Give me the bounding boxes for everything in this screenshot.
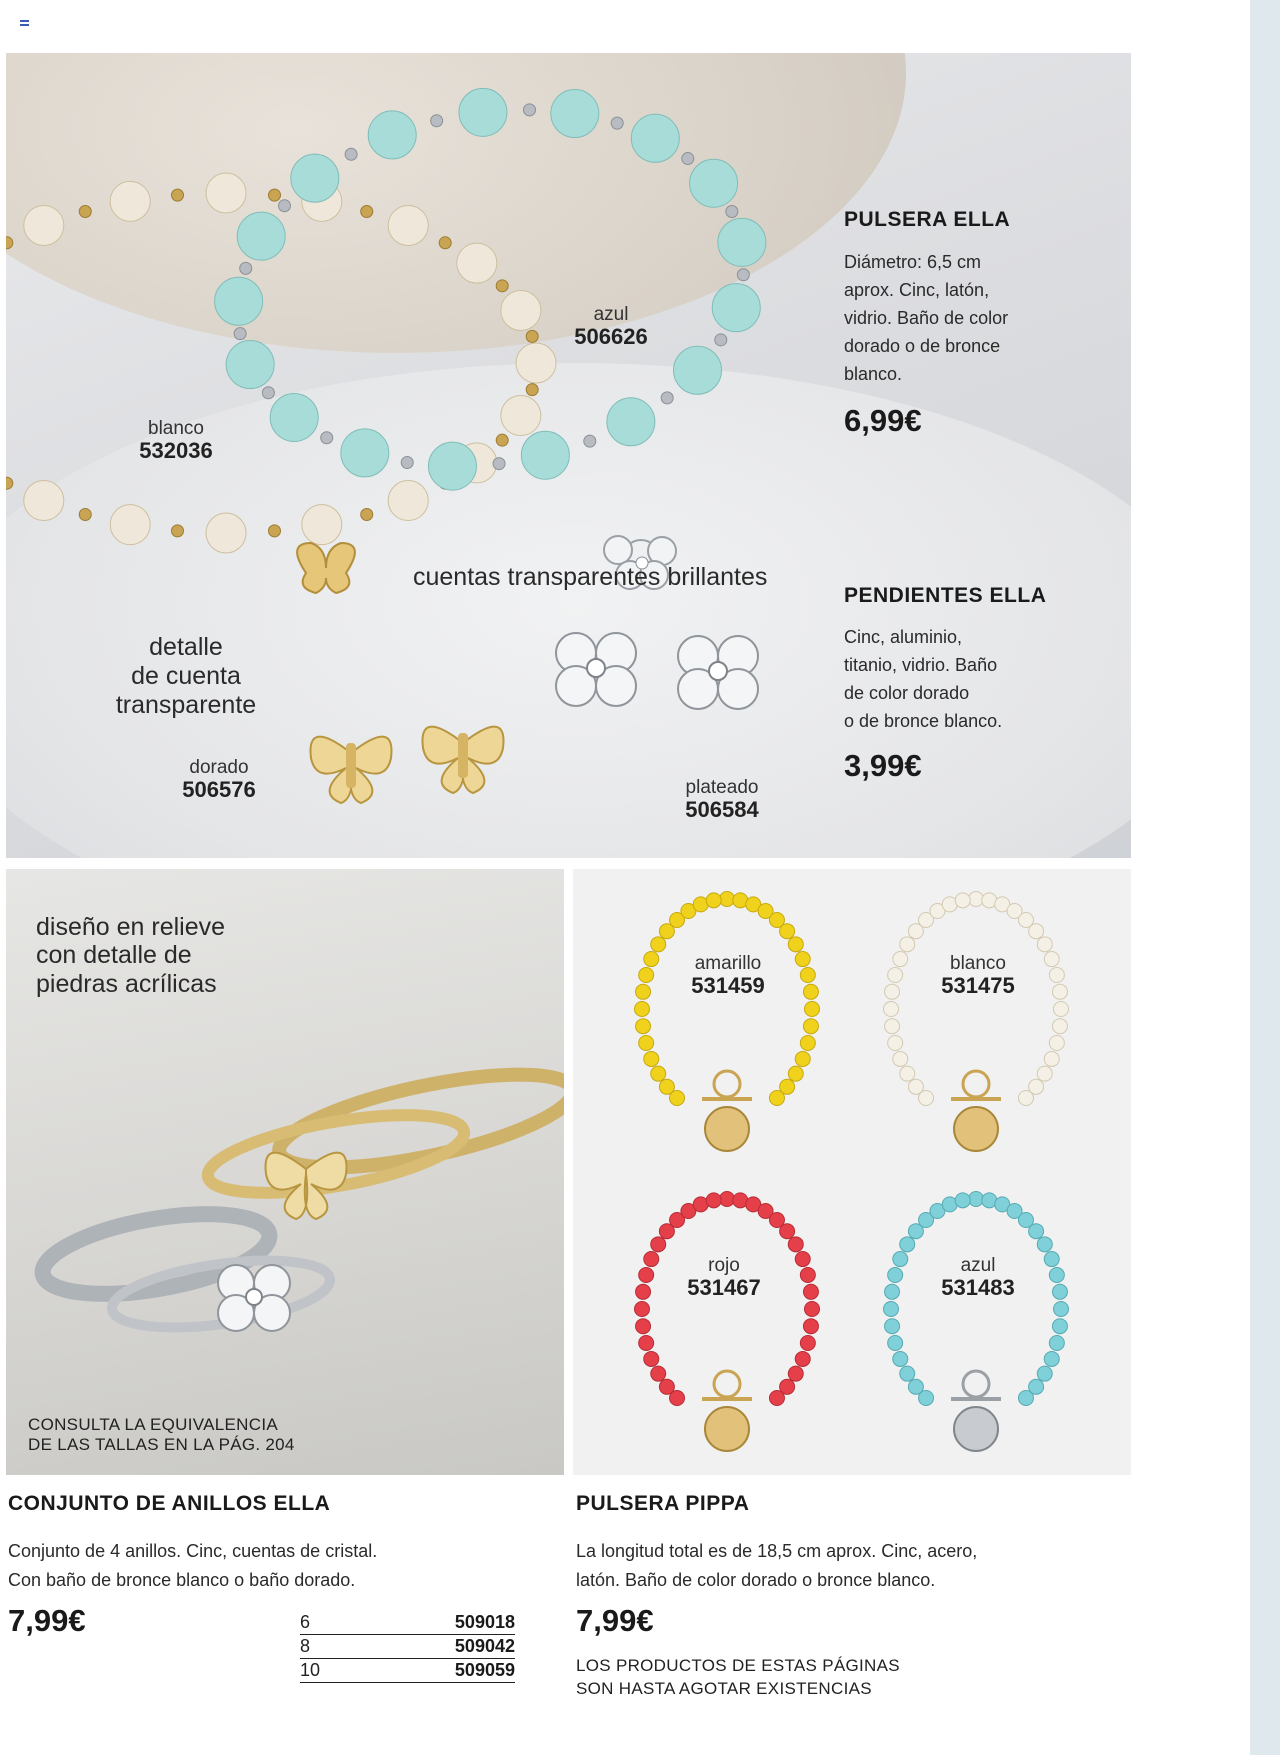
pippa-bead <box>769 1390 784 1405</box>
callout-detail <box>81 633 291 719</box>
pippa-bead <box>803 1284 818 1299</box>
label-code: 506626 <box>574 323 648 349</box>
turquoise-bead <box>226 341 274 389</box>
pippa-bead <box>884 1302 899 1317</box>
pippa-bead <box>659 1379 674 1394</box>
turquoise-bead <box>459 88 507 136</box>
pippa-bead <box>1054 1002 1069 1017</box>
code-cell: 509059 <box>354 1659 515 1683</box>
pippa-bead <box>788 1237 803 1252</box>
pippa-bead <box>1049 968 1064 983</box>
spacer-bead <box>715 334 727 346</box>
gold-spacer-bead <box>361 206 373 218</box>
desc-line: dorado o de bronce <box>844 335 1001 356</box>
rings-photo <box>6 869 564 1475</box>
callout-sparkle-beads: cuentas transparentes brillantes <box>413 563 768 591</box>
label-code: 531459 <box>691 972 765 998</box>
callout-detail-line: transparente <box>115 690 257 719</box>
title-pulsera-pippa: PULSERA PIPPA <box>576 1492 750 1515</box>
pippa-bead <box>888 1268 903 1283</box>
label-color: rojo <box>708 1255 740 1276</box>
label-blanco <box>116 419 236 462</box>
pippa-bead <box>720 892 735 907</box>
turquoise-bead <box>428 442 476 490</box>
cream-bead <box>388 205 428 245</box>
gold-spacer-bead <box>496 434 508 446</box>
pippa-bead <box>969 892 984 907</box>
label-pippa-rojo <box>659 1256 789 1299</box>
label-pippa-blanco <box>913 954 1043 997</box>
pippa-bead <box>706 893 721 908</box>
pippa-bead <box>900 1237 915 1252</box>
pippa-bead <box>795 1252 810 1267</box>
pippa-bead <box>769 1090 784 1105</box>
price-pulsera-ella: 6,99€ <box>844 403 922 438</box>
cream-bead <box>110 181 150 221</box>
callout-line: piedras acrílicas <box>36 969 217 998</box>
pippa-bead <box>1054 1302 1069 1317</box>
cream-bead <box>501 396 541 436</box>
pippa-bead <box>955 893 970 908</box>
gold-spacer-bead <box>172 525 184 537</box>
pippa-bead <box>800 1335 815 1350</box>
callout-rings <box>36 913 225 998</box>
callout-line: con detalle de <box>36 941 192 970</box>
desc-line: La longitud total es de 18,5 cm aprox. Cinc, acero, <box>576 1541 978 1561</box>
gold-spacer-bead <box>526 384 538 396</box>
pippa-bead <box>636 984 651 999</box>
turquoise-bead <box>237 212 285 260</box>
pippa-bead <box>888 1335 903 1350</box>
desc-line: o de bronce blanco. <box>844 710 1003 731</box>
desc-line: de color dorado <box>844 682 970 703</box>
pippa-bead <box>644 1351 659 1366</box>
title-pendientes-ella: PENDIENTES ELLA <box>844 584 1047 607</box>
table-row <box>300 1611 515 1635</box>
gold-spacer-bead <box>79 508 91 520</box>
label-code: 531483 <box>941 1274 1015 1300</box>
note-line: CONSULTA LA EQUIVALENCIA <box>28 1415 278 1434</box>
note-line: SON HASTA AGOTAR EXISTENCIAS <box>576 1678 872 1698</box>
pippa-bead <box>1049 1335 1064 1350</box>
butterfly-earrings-image <box>311 727 504 803</box>
pippa-bead <box>1052 1319 1067 1334</box>
cream-bead <box>516 343 556 383</box>
desc-line: Con baño de bronce blanco o baño dorado. <box>8 1569 356 1590</box>
pippa-bead <box>644 1051 659 1066</box>
price-pendientes-ella: 3,99€ <box>844 748 922 783</box>
turquoise-bead <box>551 90 599 138</box>
gold-spacer-bead <box>268 525 280 537</box>
gold-spacer-bead <box>526 330 538 342</box>
callout-detail-line: detalle <box>149 633 223 661</box>
price-pulsera-pippa: 7,99€ <box>576 1603 654 1638</box>
pippa-bead <box>885 1319 900 1334</box>
spacer-bead <box>345 148 357 160</box>
pippa-bead <box>908 1379 923 1394</box>
label-code: 531467 <box>687 1274 761 1300</box>
pippa-bead <box>1018 1090 1033 1105</box>
desc-line: aprox. Cinc, latón, <box>844 279 990 300</box>
pippa-bead <box>900 1066 915 1081</box>
gold-spacer-bead <box>172 189 184 201</box>
turquoise-bead <box>607 398 655 446</box>
gold-spacer-bead <box>6 237 13 249</box>
turquoise-bead <box>690 159 738 207</box>
code-cell: 509042 <box>354 1635 515 1659</box>
pippa-bead <box>795 1351 810 1366</box>
spacer-bead <box>611 117 623 129</box>
spacer-bead <box>524 104 536 116</box>
cream-bead <box>501 290 541 330</box>
callout-detail-line: de cuenta <box>131 661 241 690</box>
pippa-bead <box>803 1319 818 1334</box>
gold-spacer-bead <box>79 206 91 218</box>
turquoise-bead <box>521 431 569 479</box>
pippa-bead <box>636 1319 651 1334</box>
gold-spacer-bead <box>496 280 508 292</box>
pippa-bead <box>885 984 900 999</box>
pippa-bead <box>651 937 666 952</box>
label-pippa-azul <box>913 1256 1043 1299</box>
pippa-bead <box>639 1268 654 1283</box>
pippa-bead <box>788 1066 803 1081</box>
pippa-bead <box>800 1268 815 1283</box>
gold-spacer-bead <box>6 477 13 489</box>
hero-photo-ella <box>6 53 1131 858</box>
label-azul <box>551 305 671 348</box>
label-color: amarillo <box>694 953 762 974</box>
pippa-bead <box>908 1079 923 1094</box>
size-cell: 10 <box>300 1659 354 1683</box>
spacer-bead <box>240 262 252 274</box>
pippa-bead <box>885 1019 900 1034</box>
pippa-bead <box>893 952 908 967</box>
desc-anillos-ella <box>8 1537 377 1595</box>
pippa-bead <box>706 1193 721 1208</box>
label-color: azul <box>960 1255 996 1276</box>
desc-pulsera-pippa <box>576 1537 977 1595</box>
charm-blanco-image <box>951 1071 1001 1151</box>
pippa-bead <box>800 1035 815 1050</box>
pippa-bead <box>644 952 659 967</box>
label-code: 506584 <box>685 796 759 822</box>
desc-line: latón. Baño de color dorado o bronce blanco. <box>576 1569 936 1590</box>
pippa-bead <box>900 1366 915 1381</box>
pippa-bead <box>635 1302 650 1317</box>
turquoise-bead <box>718 218 766 266</box>
spacer-bead <box>401 456 413 468</box>
spacer-bead <box>278 200 290 212</box>
turquoise-bead <box>291 154 339 202</box>
callout-line: diseño en relieve <box>36 913 226 941</box>
label-color: plateado <box>685 777 759 798</box>
pippa-bead <box>636 1284 651 1299</box>
cream-bead <box>206 173 246 213</box>
size-cell: 6 <box>300 1611 354 1635</box>
desc-line: Diámetro: 6,5 cm <box>844 252 982 272</box>
pippa-bead <box>893 1051 908 1066</box>
turquoise-bead <box>368 111 416 159</box>
pippa-bead <box>1029 1224 1044 1239</box>
charm-azul-image <box>951 1371 1001 1451</box>
pippa-bead <box>720 1192 735 1207</box>
spacer-bead <box>321 432 333 444</box>
label-code: 531475 <box>941 972 1015 998</box>
pippa-bead <box>884 1002 899 1017</box>
charm-rojo-image <box>702 1371 752 1451</box>
pippa-bead <box>651 1366 666 1381</box>
pippa-bead <box>803 1019 818 1034</box>
label-code: 532036 <box>139 437 213 463</box>
label-dorado <box>159 758 279 801</box>
title-anillos-ella: CONJUNTO DE ANILLOS ELLA <box>8 1492 331 1515</box>
spacer-bead <box>493 458 505 470</box>
pippa-bead <box>893 1351 908 1366</box>
spacer-bead <box>431 115 443 127</box>
turquoise-bead <box>270 393 318 441</box>
flower-earrings-image <box>556 633 758 709</box>
label-color: blanco <box>148 418 204 439</box>
pippa-bead <box>1018 1390 1033 1405</box>
pippa-bead <box>639 968 654 983</box>
pippa-bead <box>1049 1268 1064 1283</box>
pippa-bead <box>955 1193 970 1208</box>
turquoise-bead <box>215 277 263 325</box>
desc-pendientes-ella <box>844 624 1002 736</box>
spacer-bead <box>262 387 274 399</box>
desc-line: blanco. <box>844 363 903 384</box>
label-color: azul <box>593 304 629 325</box>
label-pippa-amarillo <box>663 954 793 997</box>
pippa-bead <box>1049 1035 1064 1050</box>
note-line: DE LAS TALLAS EN LA PÁG. 204 <box>28 1435 295 1455</box>
spacer-bead <box>661 392 673 404</box>
pippa-bead <box>1052 984 1067 999</box>
pippa-bead <box>888 968 903 983</box>
spacer-bead <box>726 205 738 217</box>
note-line: LOS PRODUCTOS DE ESTAS PÁGINAS <box>576 1656 900 1675</box>
spacer-bead <box>234 328 246 340</box>
table-row <box>300 1635 515 1659</box>
desc-line: Cinc, aluminio, <box>844 627 963 647</box>
pippa-bead <box>639 1035 654 1050</box>
turquoise-bead <box>341 429 389 477</box>
turquoise-bead <box>674 346 722 394</box>
pippa-bead <box>651 1066 666 1081</box>
pippa-bead <box>1044 1351 1059 1366</box>
pippa-bead <box>636 1019 651 1034</box>
turquoise-bracelet-image <box>215 88 766 490</box>
pippa-bracelets-illustration <box>573 869 1131 1475</box>
pippa-bead <box>885 1284 900 1299</box>
pippa-bead <box>780 1224 795 1239</box>
size-note <box>28 1415 295 1456</box>
pippa-photo <box>573 869 1131 1475</box>
title-pulsera-ella: PULSERA ELLA <box>844 208 1011 231</box>
price-anillos-ella: 7,99€ <box>8 1603 86 1638</box>
pippa-bead <box>788 937 803 952</box>
spacer-bead <box>737 269 749 281</box>
size-cell: 8 <box>300 1635 354 1659</box>
cream-bead <box>302 505 342 545</box>
pippa-bead <box>900 937 915 952</box>
charm-amarillo-image <box>702 1071 752 1151</box>
pippa-bead <box>1037 1066 1052 1081</box>
pippa-bead <box>644 1252 659 1267</box>
pippa-bead <box>969 1192 984 1207</box>
turquoise-bead <box>631 114 679 162</box>
spacer-bead <box>682 153 694 165</box>
pippa-bead <box>1044 952 1059 967</box>
ring-size-table <box>300 1611 515 1683</box>
pippa-bead <box>639 1335 654 1350</box>
turquoise-bead <box>712 284 760 332</box>
pippa-bead <box>635 1002 650 1017</box>
desc-line: titanio, vidrio. Baño <box>844 654 998 675</box>
page-edge-strip <box>1250 0 1280 1755</box>
pippa-bead <box>888 1035 903 1050</box>
pippa-bead <box>1037 937 1052 952</box>
pippa-bead <box>805 1002 820 1017</box>
table-row <box>300 1659 515 1683</box>
pippa-bead <box>795 952 810 967</box>
pippa-bead <box>651 1237 666 1252</box>
butterfly-charm-image <box>297 543 355 593</box>
label-plateado <box>662 778 782 821</box>
spacer-bead <box>584 435 596 447</box>
pippa-bead <box>803 984 818 999</box>
cream-bead <box>457 243 497 283</box>
pippa-bead <box>800 968 815 983</box>
pippa-bead <box>893 1252 908 1267</box>
pippa-bead <box>1044 1051 1059 1066</box>
pippa-bead <box>1037 1237 1052 1252</box>
pippa-bead <box>795 1051 810 1066</box>
pippa-bead <box>1052 1284 1067 1299</box>
gold-spacer-bead <box>268 189 280 201</box>
pippa-bead <box>1037 1366 1052 1381</box>
cream-bead <box>206 513 246 553</box>
desc-line: vidrio. Baño de color <box>844 307 1009 328</box>
menu-icon[interactable] <box>20 20 29 26</box>
cream-bead <box>24 481 64 521</box>
cream-bead <box>388 481 428 521</box>
pippa-bead <box>659 1079 674 1094</box>
pippa-bead <box>805 1302 820 1317</box>
pippa-bead <box>1029 924 1044 939</box>
cream-bead <box>110 505 150 545</box>
gold-spacer-bead <box>361 508 373 520</box>
desc-pulsera-ella <box>844 249 1008 388</box>
desc-line: Conjunto de 4 anillos. Cinc, cuentas de cristal. <box>8 1541 378 1561</box>
pippa-bead <box>780 924 795 939</box>
label-color: blanco <box>950 953 1006 974</box>
pippa-bead <box>1052 1019 1067 1034</box>
pippa-bead <box>788 1366 803 1381</box>
label-code: 506576 <box>182 776 256 802</box>
cream-bead <box>24 205 64 245</box>
stock-note <box>576 1655 900 1701</box>
label-color: dorado <box>189 757 249 778</box>
pippa-bead <box>1044 1252 1059 1267</box>
gold-spacer-bead <box>439 237 451 249</box>
code-cell: 509018 <box>354 1611 515 1635</box>
